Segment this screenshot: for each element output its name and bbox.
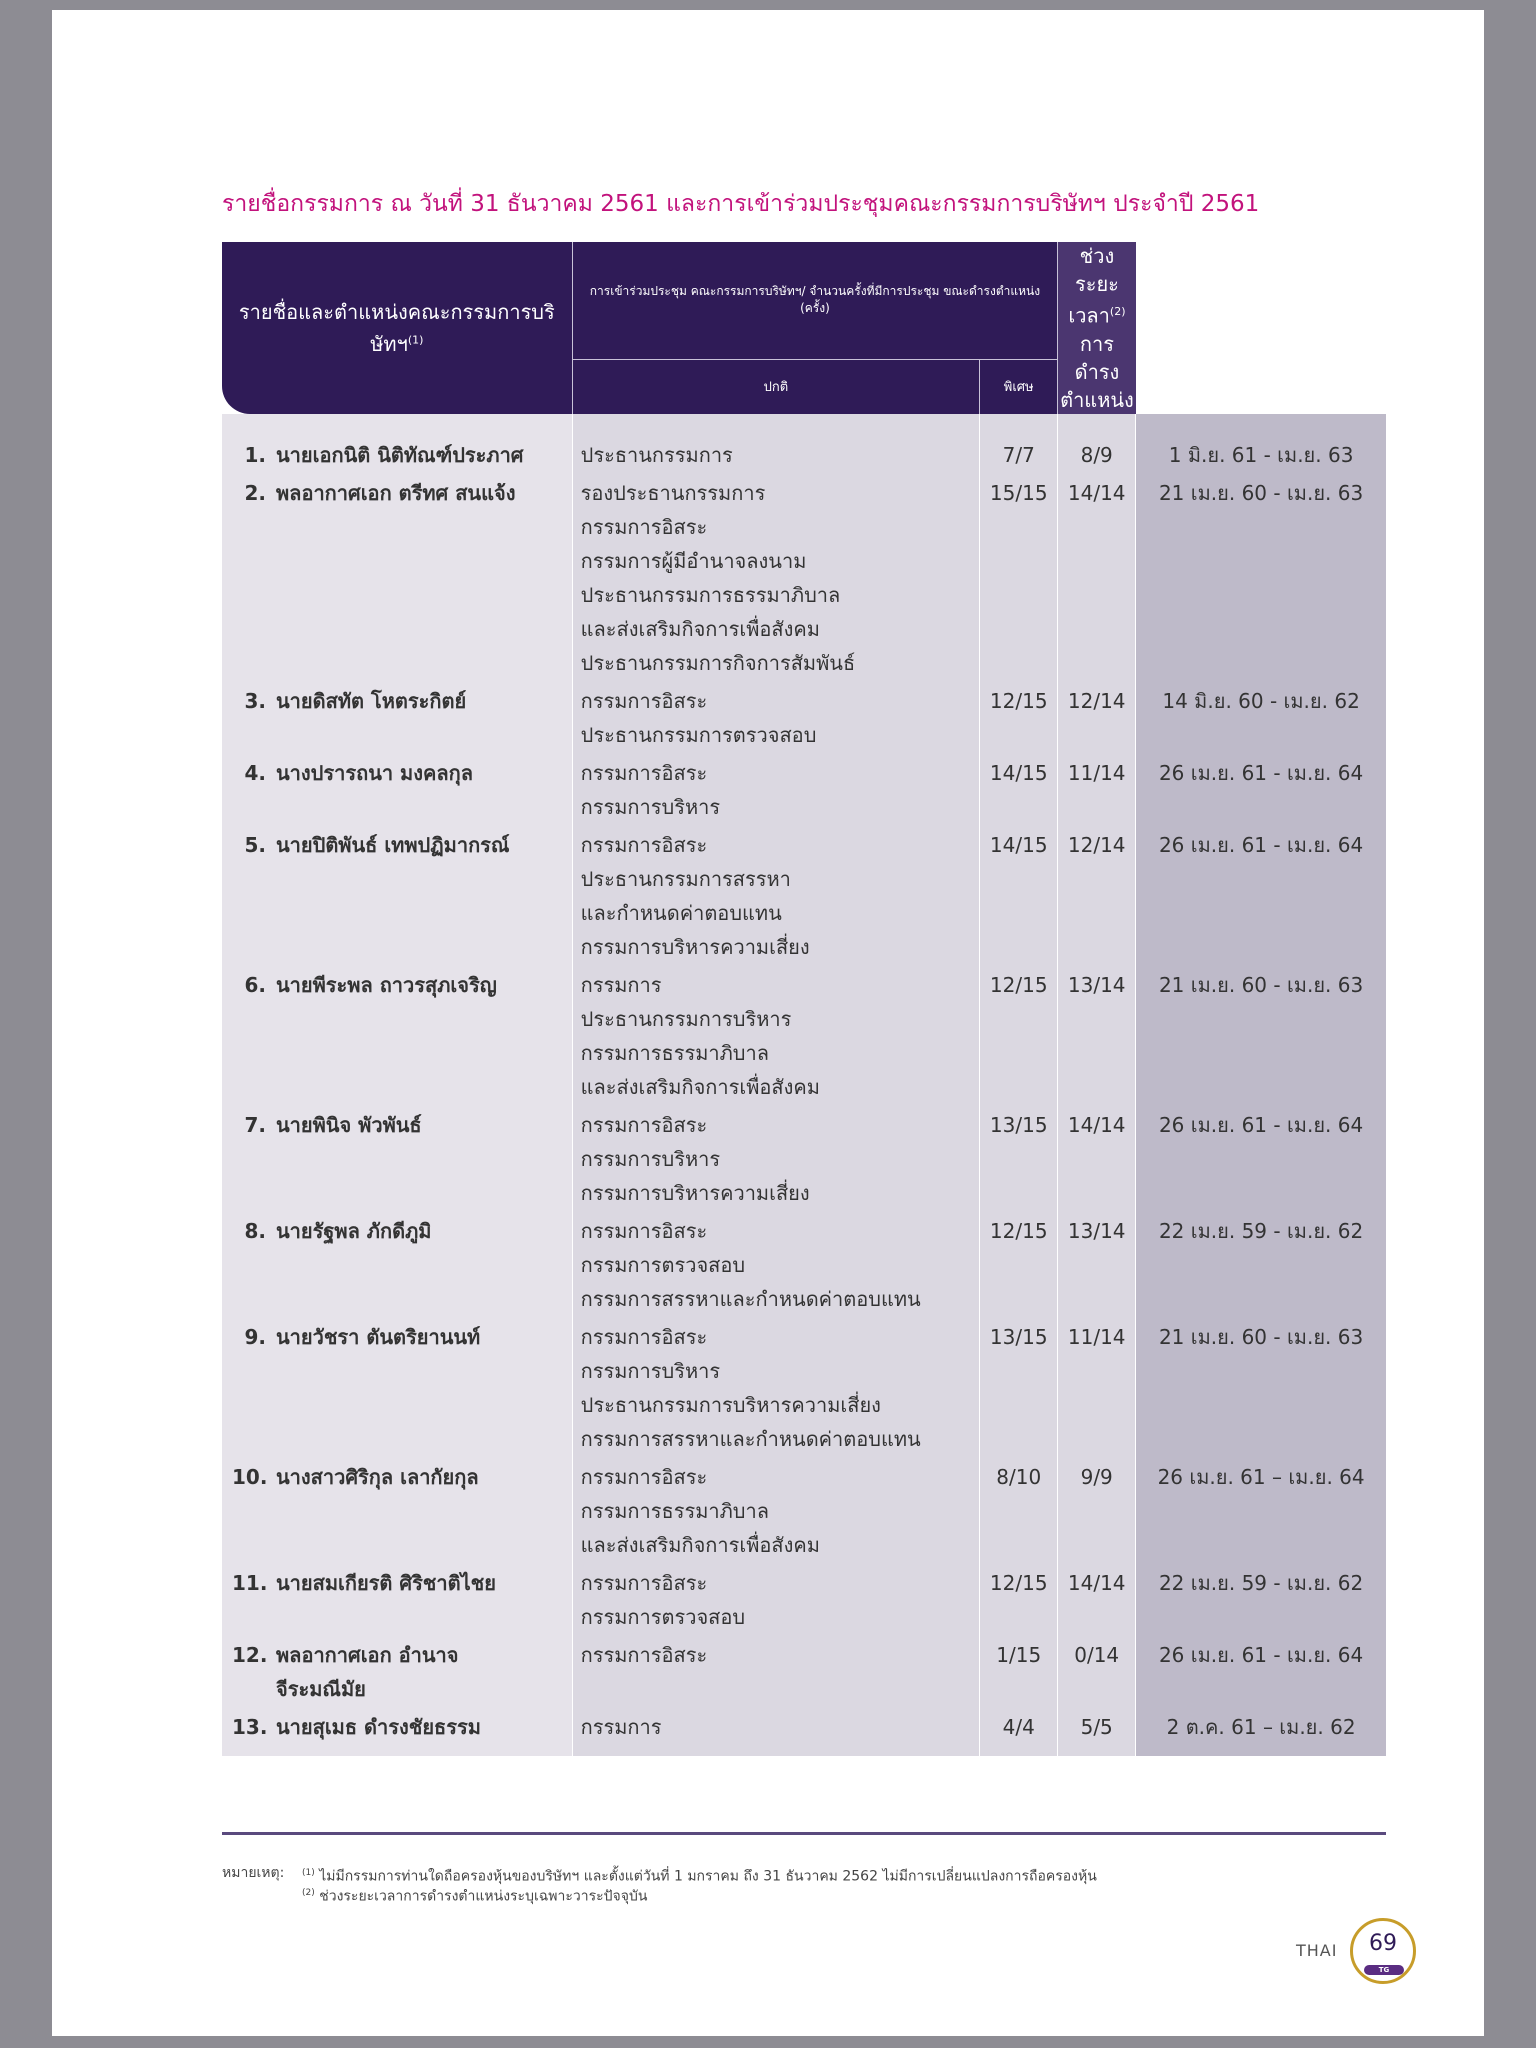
period-cell: 2 ต.ค. 61 – เม.ย. 62 [1136, 1710, 1386, 1756]
attendance-special-cell: 5/5 [1058, 1710, 1136, 1756]
director-name: นายรัฐพล ภักดีภูมิ [276, 1218, 432, 1243]
page-number-badge [1350, 1918, 1416, 1984]
airline-logo-icon: TG [1364, 1965, 1404, 1975]
row-number: 5. [244, 832, 266, 857]
period-cell: 22 เม.ย. 59 - เม.ย. 62 [1136, 1566, 1386, 1638]
director-name: นายสมเกียรติ ศิริชาติไชย [276, 1570, 496, 1595]
period-cell: 21 เม.ย. 60 - เม.ย. 63 [1136, 476, 1386, 684]
director-name: นายดิสทัต โหตระกิตย์ [276, 688, 467, 713]
page-number: 69 [1369, 1931, 1397, 1956]
director-name-cell [222, 1108, 572, 1214]
footnote-1: $^{(1)}$ ไม่มีกรรมการท่านใดถือครองหุ้นของบริษัทฯ และตั้งแต่วันที่ 1 มกราคม ถึง 31 ธันวาคม 2562 ไม่มีการเปลี่ยนแปลงการถือครองหุ้น [302, 1868, 1097, 1885]
row-number: 12. [232, 1642, 268, 1667]
row-number: 7. [244, 1112, 266, 1137]
director-name-cell [222, 414, 572, 476]
table-row [222, 414, 1386, 476]
attendance-special-cell: 12/14 [1058, 828, 1136, 968]
attendance-normal-cell: 4/4 [980, 1710, 1058, 1756]
page-title: รายชื่อกรรมการ ณ วันที่ 31 ธันวาคม 2561 และการเข้าร่วมประชุมคณะกรรมการบริษัทฯ ประจำปี 2561 [222, 191, 1260, 217]
positions-cell: กรรมการอิสระ กรรมการบริหาร [572, 756, 980, 828]
row-number: 8. [244, 1218, 266, 1243]
header-period: ช่วงระยะเวลา$^{(2)}$ การดำรงตำแหน่ง [1058, 242, 1136, 414]
attendance-special-cell: 13/14 [1058, 1214, 1136, 1320]
director-name-cell [222, 476, 572, 684]
table-body [222, 414, 1386, 1756]
director-name: นายพีระพล ถาวรสุภเจริญ [276, 972, 497, 997]
period-cell: 26 เม.ย. 61 - เม.ย. 64 [1136, 828, 1386, 968]
director-name: นายวัชรา ตันตริยานนท์ [276, 1324, 481, 1349]
attendance-special-cell: 0/14 [1058, 1638, 1136, 1710]
period-cell: 26 เม.ย. 61 - เม.ย. 64 [1136, 1638, 1386, 1710]
header-attendance: การเข้าร่วมประชุม คณะกรรมการบริษัทฯ/ จำนวนครั้งที่มีการประชุม ขณะดำรงตำแหน่ง (ครั้ง) [572, 242, 1058, 359]
table-row [222, 1710, 1386, 1756]
positions-cell: รองประธานกรรมการ กรรมการอิสระ กรรมการผู้มีอำนาจลงนาม ประธานกรรมการธรรมาภิบาล และส่งเสริมกิจการเพื่อสังคม ประธานกรรมการกิจการสัมพันธ์ [572, 476, 980, 684]
attendance-special-cell: 11/14 [1058, 1320, 1136, 1460]
footnote-label: หมายเหตุ: [222, 1865, 285, 1881]
positions-cell: กรรมการ ประธานกรรมการบริหาร กรรมการธรรมาภิบาล และส่งเสริมกิจการเพื่อสังคม [572, 968, 980, 1108]
row-number: 6. [244, 972, 266, 997]
director-name-cell [222, 684, 572, 756]
attendance-special-cell: 8/9 [1058, 414, 1136, 476]
director-name: นายปิติพันธ์ เทพปฏิมากรณ์ [276, 832, 510, 857]
director-name-cell [222, 828, 572, 968]
attendance-special-cell: 9/9 [1058, 1460, 1136, 1566]
positions-cell: กรรมการอิสระ กรรมการบริหาร กรรมการบริหารความเสี่ยง [572, 1108, 980, 1214]
attendance-special-cell: 14/14 [1058, 1566, 1136, 1638]
director-name: นายเอกนิติ นิติทัณฑ์ประภาศ [276, 442, 524, 467]
period-cell: 21 เม.ย. 60 - เม.ย. 63 [1136, 1320, 1386, 1460]
positions-cell: กรรมการอิสระ ประธานกรรมการสรรหา และกำหนดค่าตอบแทน กรรมการบริหารความเสี่ยง [572, 828, 980, 968]
table-row [222, 756, 1386, 828]
attendance-normal-cell: 13/15 [980, 1320, 1058, 1460]
table-row [222, 1566, 1386, 1638]
period-cell: 21 เม.ย. 60 - เม.ย. 63 [1136, 968, 1386, 1108]
table-row [222, 968, 1386, 1108]
row-number: 10. [232, 1464, 268, 1489]
period-cell: 1 มิ.ย. 61 - เม.ย. 63 [1136, 414, 1386, 476]
director-name-cell [222, 1320, 572, 1460]
positions-cell: กรรมการอิสระ กรรมการตรวจสอบ [572, 1566, 980, 1638]
row-number: 4. [244, 760, 266, 785]
attendance-normal-cell: 14/15 [980, 828, 1058, 968]
header-attendance-special: พิเศษ [980, 359, 1058, 413]
period-cell: 14 มิ.ย. 60 - เม.ย. 62 [1136, 684, 1386, 756]
header-attendance-normal: ปกติ [572, 359, 980, 413]
table-row [222, 1320, 1386, 1460]
row-number: 9. [244, 1324, 266, 1349]
positions-cell: กรรมการอิสระ กรรมการตรวจสอบ กรรมการสรรหาและกำหนดค่าตอบแทน [572, 1214, 980, 1320]
director-name-cell [222, 1566, 572, 1638]
period-cell: 22 เม.ย. 59 - เม.ย. 62 [1136, 1214, 1386, 1320]
row-number: 13. [232, 1714, 268, 1739]
header-name-position: รายชื่อและตำแหน่งคณะกรรมการบริษัทฯ$^{(1)}$ [222, 242, 572, 414]
director-name: พลอากาศเอก ตรีทศ สนแจ้ง [276, 480, 516, 505]
attendance-special-cell: 13/14 [1058, 968, 1136, 1108]
attendance-normal-cell: 13/15 [980, 1108, 1058, 1214]
board-directors-table [222, 242, 1386, 1756]
positions-cell: กรรมการอิสระ [572, 1638, 980, 1710]
positions-cell: กรรมการ [572, 1710, 980, 1756]
director-name-cell [222, 1214, 572, 1320]
director-name-cell [222, 968, 572, 1108]
director-name: พลอากาศเอก อำนาจ จีระมณีมัย [276, 1642, 459, 1701]
positions-cell: กรรมการอิสระ กรรมการบริหาร ประธานกรรมการบริหารความเสี่ยง กรรมการสรรหาและกำหนดค่าตอบแทน [572, 1320, 980, 1460]
attendance-normal-cell: 12/15 [980, 1214, 1058, 1320]
attendance-special-cell: 14/14 [1058, 476, 1136, 684]
attendance-normal-cell: 12/15 [980, 968, 1058, 1108]
period-cell: 26 เม.ย. 61 – เม.ย. 64 [1136, 1460, 1386, 1566]
attendance-special-cell: 12/14 [1058, 684, 1136, 756]
attendance-normal-cell: 8/10 [980, 1460, 1058, 1566]
attendance-special-cell: 11/14 [1058, 756, 1136, 828]
attendance-normal-cell: 7/7 [980, 414, 1058, 476]
director-name: นางปรารถนา มงคลกุล [276, 760, 474, 785]
director-name: นางสาวศิริกุล เลากัยกุล [276, 1464, 479, 1489]
row-number: 1. [244, 442, 266, 467]
positions-cell: ประธานกรรมการ [572, 414, 980, 476]
footnote-2: $^{(2)}$ ช่วงระยะเวลาการดำรงตำแหน่งระบุเฉพาะวาระปัจจุบัน [302, 1888, 648, 1905]
period-cell: 26 เม.ย. 61 - เม.ย. 64 [1136, 756, 1386, 828]
director-name-cell [222, 1638, 572, 1710]
attendance-normal-cell: 1/15 [980, 1638, 1058, 1710]
row-number: 11. [232, 1570, 268, 1595]
period-cell: 26 เม.ย. 61 - เม.ย. 64 [1136, 1108, 1386, 1214]
table-row [222, 1460, 1386, 1566]
positions-cell: กรรมการอิสระ ประธานกรรมการตรวจสอบ [572, 684, 980, 756]
attendance-special-cell: 14/14 [1058, 1108, 1136, 1214]
director-name-cell [222, 1460, 572, 1566]
table-row [222, 1108, 1386, 1214]
director-name-cell [222, 1710, 572, 1756]
attendance-normal-cell: 12/15 [980, 1566, 1058, 1638]
table-row [222, 1214, 1386, 1320]
footer-brand: THAI [1296, 1941, 1338, 1960]
table-row [222, 684, 1386, 756]
table-row [222, 828, 1386, 968]
attendance-normal-cell: 15/15 [980, 476, 1058, 684]
table-row [222, 476, 1386, 684]
attendance-normal-cell: 14/15 [980, 756, 1058, 828]
table-row [222, 1638, 1386, 1710]
director-name-cell [222, 756, 572, 828]
director-name: นายสุเมธ ดำรงชัยธรรม [276, 1714, 481, 1739]
document-page [52, 10, 1484, 2036]
positions-cell: กรรมการอิสระ กรรมการธรรมาภิบาล และส่งเสริมกิจการเพื่อสังคม [572, 1460, 980, 1566]
row-number: 3. [244, 688, 266, 713]
attendance-normal-cell: 12/15 [980, 684, 1058, 756]
director-name: นายพินิจ พัวพันธ์ [276, 1112, 422, 1137]
table-bottom-rule [222, 1832, 1386, 1835]
row-number: 2. [244, 480, 266, 505]
